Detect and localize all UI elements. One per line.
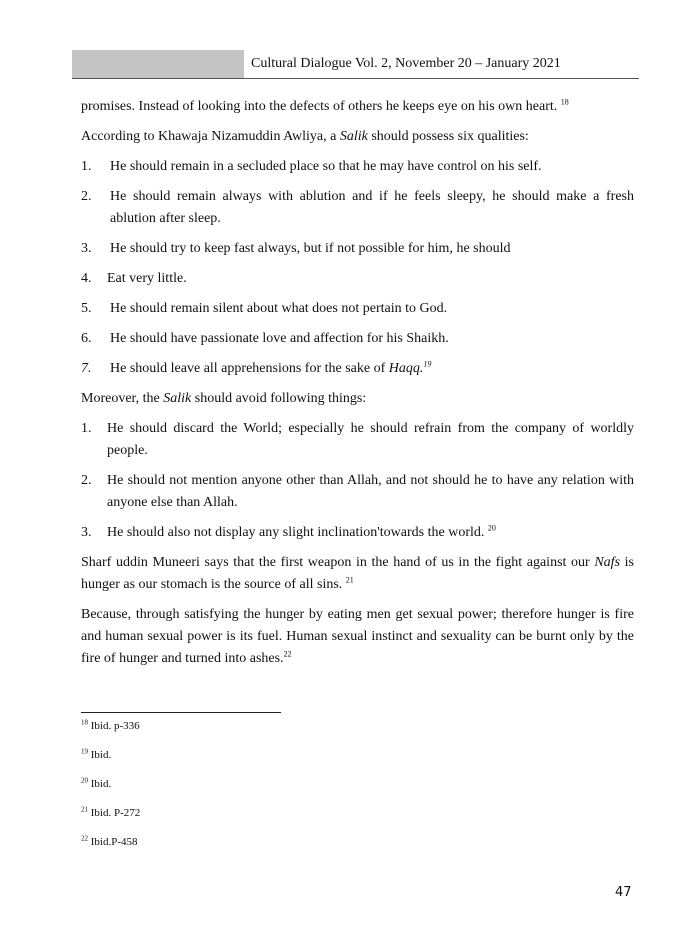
- item-number: 3.: [81, 525, 92, 540]
- item-number: 1.: [81, 421, 92, 436]
- list-item: [81, 238, 634, 260]
- item-number: 7.: [81, 361, 92, 376]
- term-salik: Salik: [339, 129, 368, 144]
- item-text: He should remain always with ablution and if he feels sleepy, he should make a fresh ablution after sleep.: [110, 189, 634, 226]
- list-item: [81, 358, 634, 380]
- header-gray-block: [72, 50, 244, 78]
- item-text: He should remain in a secluded place so that he may have control on his self.: [110, 159, 542, 174]
- footnote-ref-19[interactable]: 19: [423, 359, 432, 369]
- sharf-paragraph: [81, 552, 634, 596]
- footnote-text: Ibid.: [90, 778, 112, 790]
- item-text: He should have passionate love and affection for his Shaikh.: [110, 331, 449, 346]
- term-haqq: Haqq.: [388, 361, 424, 376]
- footnote-item: [81, 776, 140, 792]
- running-header: [72, 50, 639, 79]
- item-number: 2.: [81, 473, 92, 488]
- body-text: [81, 96, 634, 678]
- page-number: 47: [615, 885, 632, 900]
- because-text: Because, through satisfying the hunger by eating men get sexual power; therefore hunger is fire and human sexual power is its fuel. Human sexual instinct and sexuality can be burnt only by the fire of hunger and turned into ashes.: [81, 607, 634, 666]
- item-text: He should remain silent about what does not pertain to God.: [110, 301, 448, 316]
- footnote-number: 22: [81, 834, 88, 843]
- term-salik: Salik: [163, 391, 192, 406]
- sharf-text-before: Sharf uddin Muneeri says that the first weapon in the hand of us in the fight against our: [81, 555, 595, 570]
- item-text: Eat very little.: [107, 271, 187, 286]
- list-item: [81, 186, 634, 230]
- list-item: [81, 268, 634, 290]
- item-text: He should try to keep fast always, but if not possible for him, he should: [110, 241, 511, 256]
- footnote-ref-21[interactable]: 21: [345, 575, 354, 585]
- footnote-number: 18: [81, 718, 88, 727]
- avoid-intro-before: Moreover, the: [81, 391, 164, 406]
- footnote-ref-18[interactable]: 18: [560, 97, 569, 107]
- item-text: He should not mention anyone other than Allah, and not should he to have any relation with anyone else than Allah.: [107, 473, 634, 510]
- footnote-text: Ibid.: [90, 749, 112, 761]
- item-text: [107, 358, 634, 380]
- item-number: 3.: [81, 241, 92, 256]
- footnote-item: [81, 747, 140, 763]
- avoid-list: [81, 418, 634, 544]
- term-nafs: Nafs: [594, 555, 621, 570]
- item-number: 5.: [81, 301, 92, 316]
- footnote-number: 21: [81, 805, 88, 814]
- avoid-intro-after: should avoid following things:: [191, 391, 367, 406]
- item-number: 1.: [81, 159, 92, 174]
- qualities-intro: [81, 126, 634, 148]
- list-item: [81, 328, 634, 350]
- list-item: [81, 522, 634, 544]
- footnote-ref-20[interactable]: 20: [487, 523, 496, 533]
- footnote-item: [81, 834, 140, 850]
- footnote-item: [81, 805, 140, 821]
- footnote-text: Ibid. p-336: [90, 720, 140, 732]
- list-item: [81, 470, 634, 514]
- footnote-number: 19: [81, 747, 88, 756]
- item-text: [107, 522, 634, 544]
- item-number: 4.: [81, 271, 92, 286]
- qualities-list: [81, 156, 634, 380]
- intro-text: promises. Instead of looking into the defects of others he keeps eye on his own heart.: [81, 99, 558, 114]
- footnote-number: 20: [81, 776, 88, 785]
- item-number: 2.: [81, 189, 92, 204]
- list-item: [81, 418, 634, 462]
- footnote-text: Ibid. P-272: [90, 807, 141, 819]
- item-text-main: He should also not display any slight inclination'towards the world.: [107, 525, 485, 540]
- qualities-intro-before: According to Khawaja Nizamuddin Awliya, a: [81, 129, 340, 144]
- avoid-intro: [81, 388, 634, 410]
- journal-title: Cultural Dialogue Vol. 2, November 20 – January 2021: [251, 56, 561, 71]
- qualities-intro-after: should possess six qualities:: [367, 129, 529, 144]
- item-text-main: He should leave all apprehensions for the sake of: [110, 361, 389, 376]
- item-text: He should discard the World; especially he should refrain from the company of worldly people.: [107, 421, 634, 458]
- footnote-item: [81, 718, 140, 734]
- footnote-ref-22[interactable]: 22: [283, 649, 292, 659]
- footnote-text: Ibid.P-458: [90, 836, 138, 848]
- sharf-text-after: is hunger as our stomach is the source of all sins.: [81, 555, 634, 592]
- list-item: [81, 156, 634, 178]
- footnotes: [81, 718, 140, 863]
- because-paragraph: [81, 604, 634, 670]
- item-number: 6.: [81, 331, 92, 346]
- intro-paragraph: [81, 96, 634, 118]
- list-item: [81, 298, 634, 320]
- footnote-divider: [81, 712, 281, 713]
